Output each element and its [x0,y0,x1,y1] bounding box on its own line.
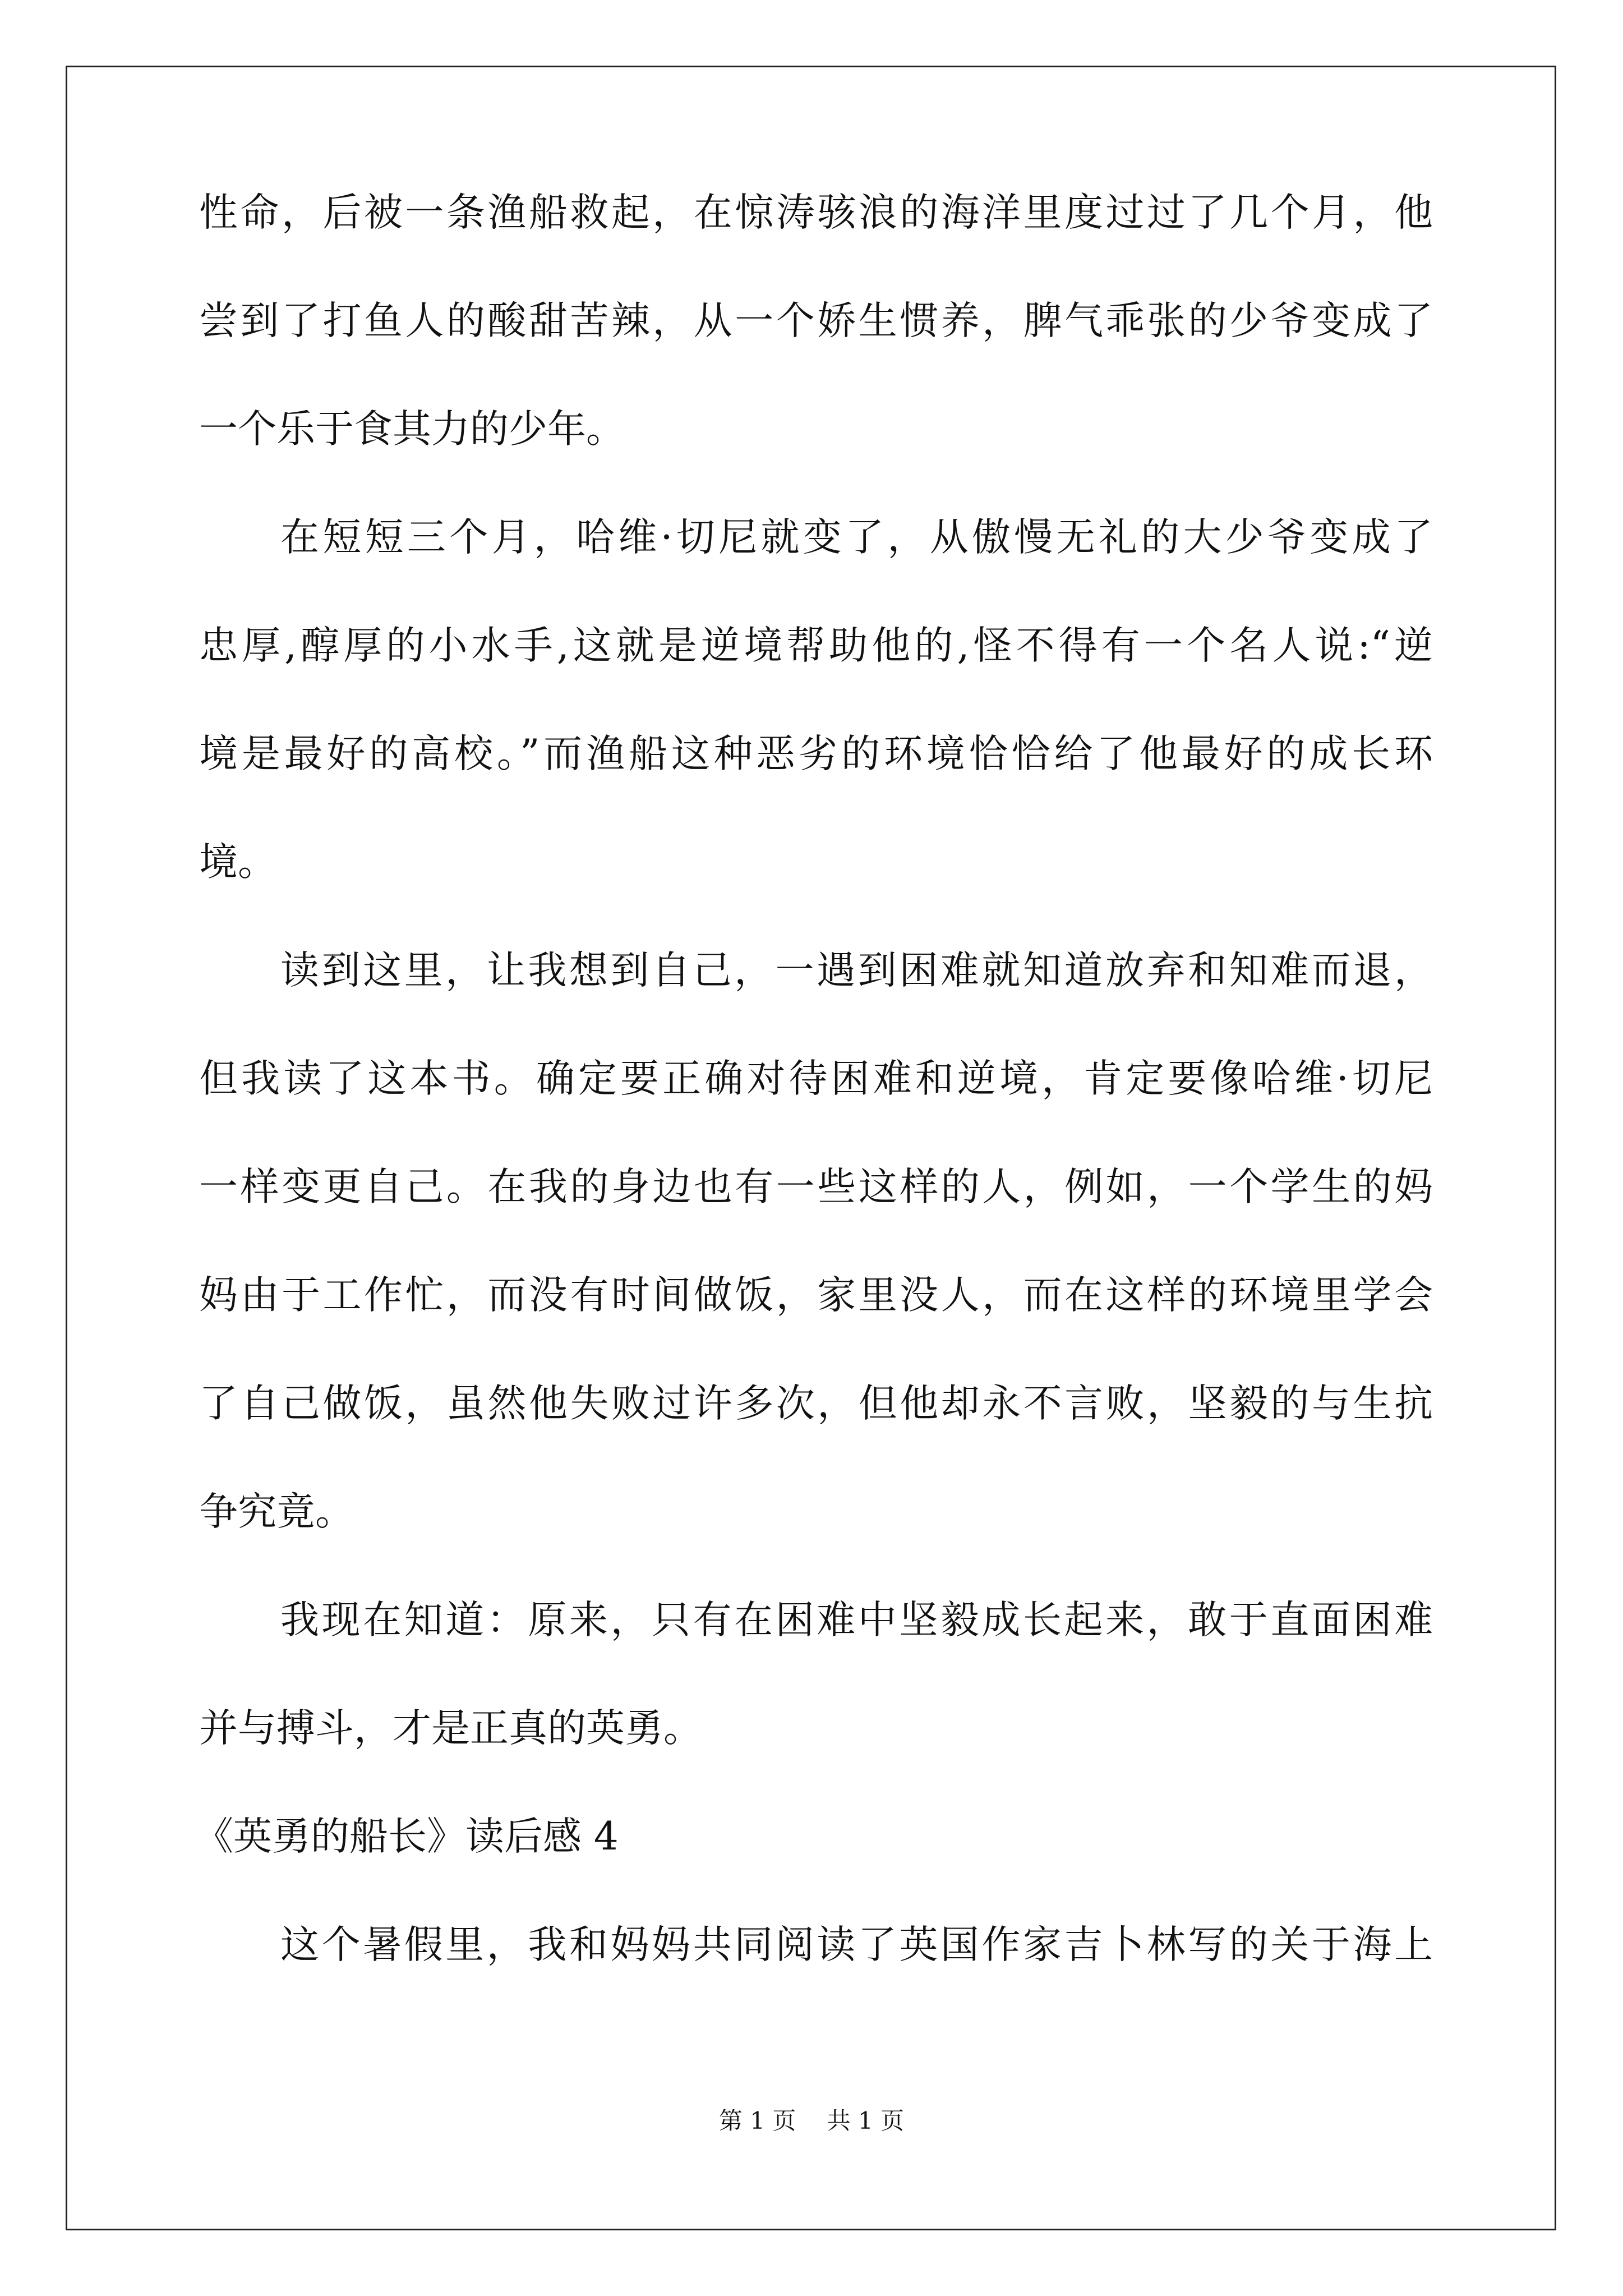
section-heading: 《英勇的船长》读后感 4 [195,1814,619,1859]
text-line: 并与搏斗，才是正真的英勇。 [199,1706,702,1751]
text-line: 尝到了打鱼人的酸甜苦辣，从一个娇生惯养，脾气乖张的少爷变成了 [199,298,1433,343]
text-line: 了自己做饭，虽然他失败过许多次，但他却永不言败，坚毅的与生抗 [199,1381,1433,1426]
text-line: 这个暑假里，我和妈妈共同阅读了英国作家吉卜林写的关于海上 [280,1922,1433,1967]
paragraph [199,1922,1433,1967]
paragraph [199,190,1433,452]
text-line: 读到这里，让我想到自己，一遇到困难就知道放弃和知难而退， [280,948,1433,993]
text-line: 争究竟。 [199,1489,354,1534]
text-line: 境。 [199,840,276,885]
paragraph [199,948,1433,1534]
document-body [195,190,1433,2034]
text-line: 在短短三个月，哈维·切尼就变了，从傲慢无礼的大少爷变成了 [280,515,1433,560]
text-line: 妈由于工作忙，而没有时间做饭，家里没人，而在这样的环境里学会 [199,1273,1433,1318]
paragraph [199,1598,1433,1751]
paragraph [199,515,1433,885]
text-line: 境是最好的高校。”而渔船这种恶劣的环境恰恰给了他最好的成长环 [199,731,1433,776]
page-number-footer: 第 1 页 共 1 页 [718,2107,905,2134]
text-line: 一个乐于食其力的少年。 [199,407,625,452]
text-line: 但我读了这本书。确定要正确对待困难和逆境，肯定要像哈维·切尼 [199,1056,1433,1101]
text-line: 我现在知道：原来，只有在困难中坚毅成长起来，敢于直面困难 [280,1598,1433,1642]
text-line: 忠厚,醇厚的小水手,这就是逆境帮助他的,怪不得有一个名人说:“逆 [199,623,1433,668]
text-line: 一样变更自己。在我的身边也有一些这样的人，例如，一个学生的妈 [199,1165,1433,1209]
text-line: 性命，后被一条渔船救起，在惊涛骇浪的海洋里度过过了几个月，他 [199,190,1433,235]
